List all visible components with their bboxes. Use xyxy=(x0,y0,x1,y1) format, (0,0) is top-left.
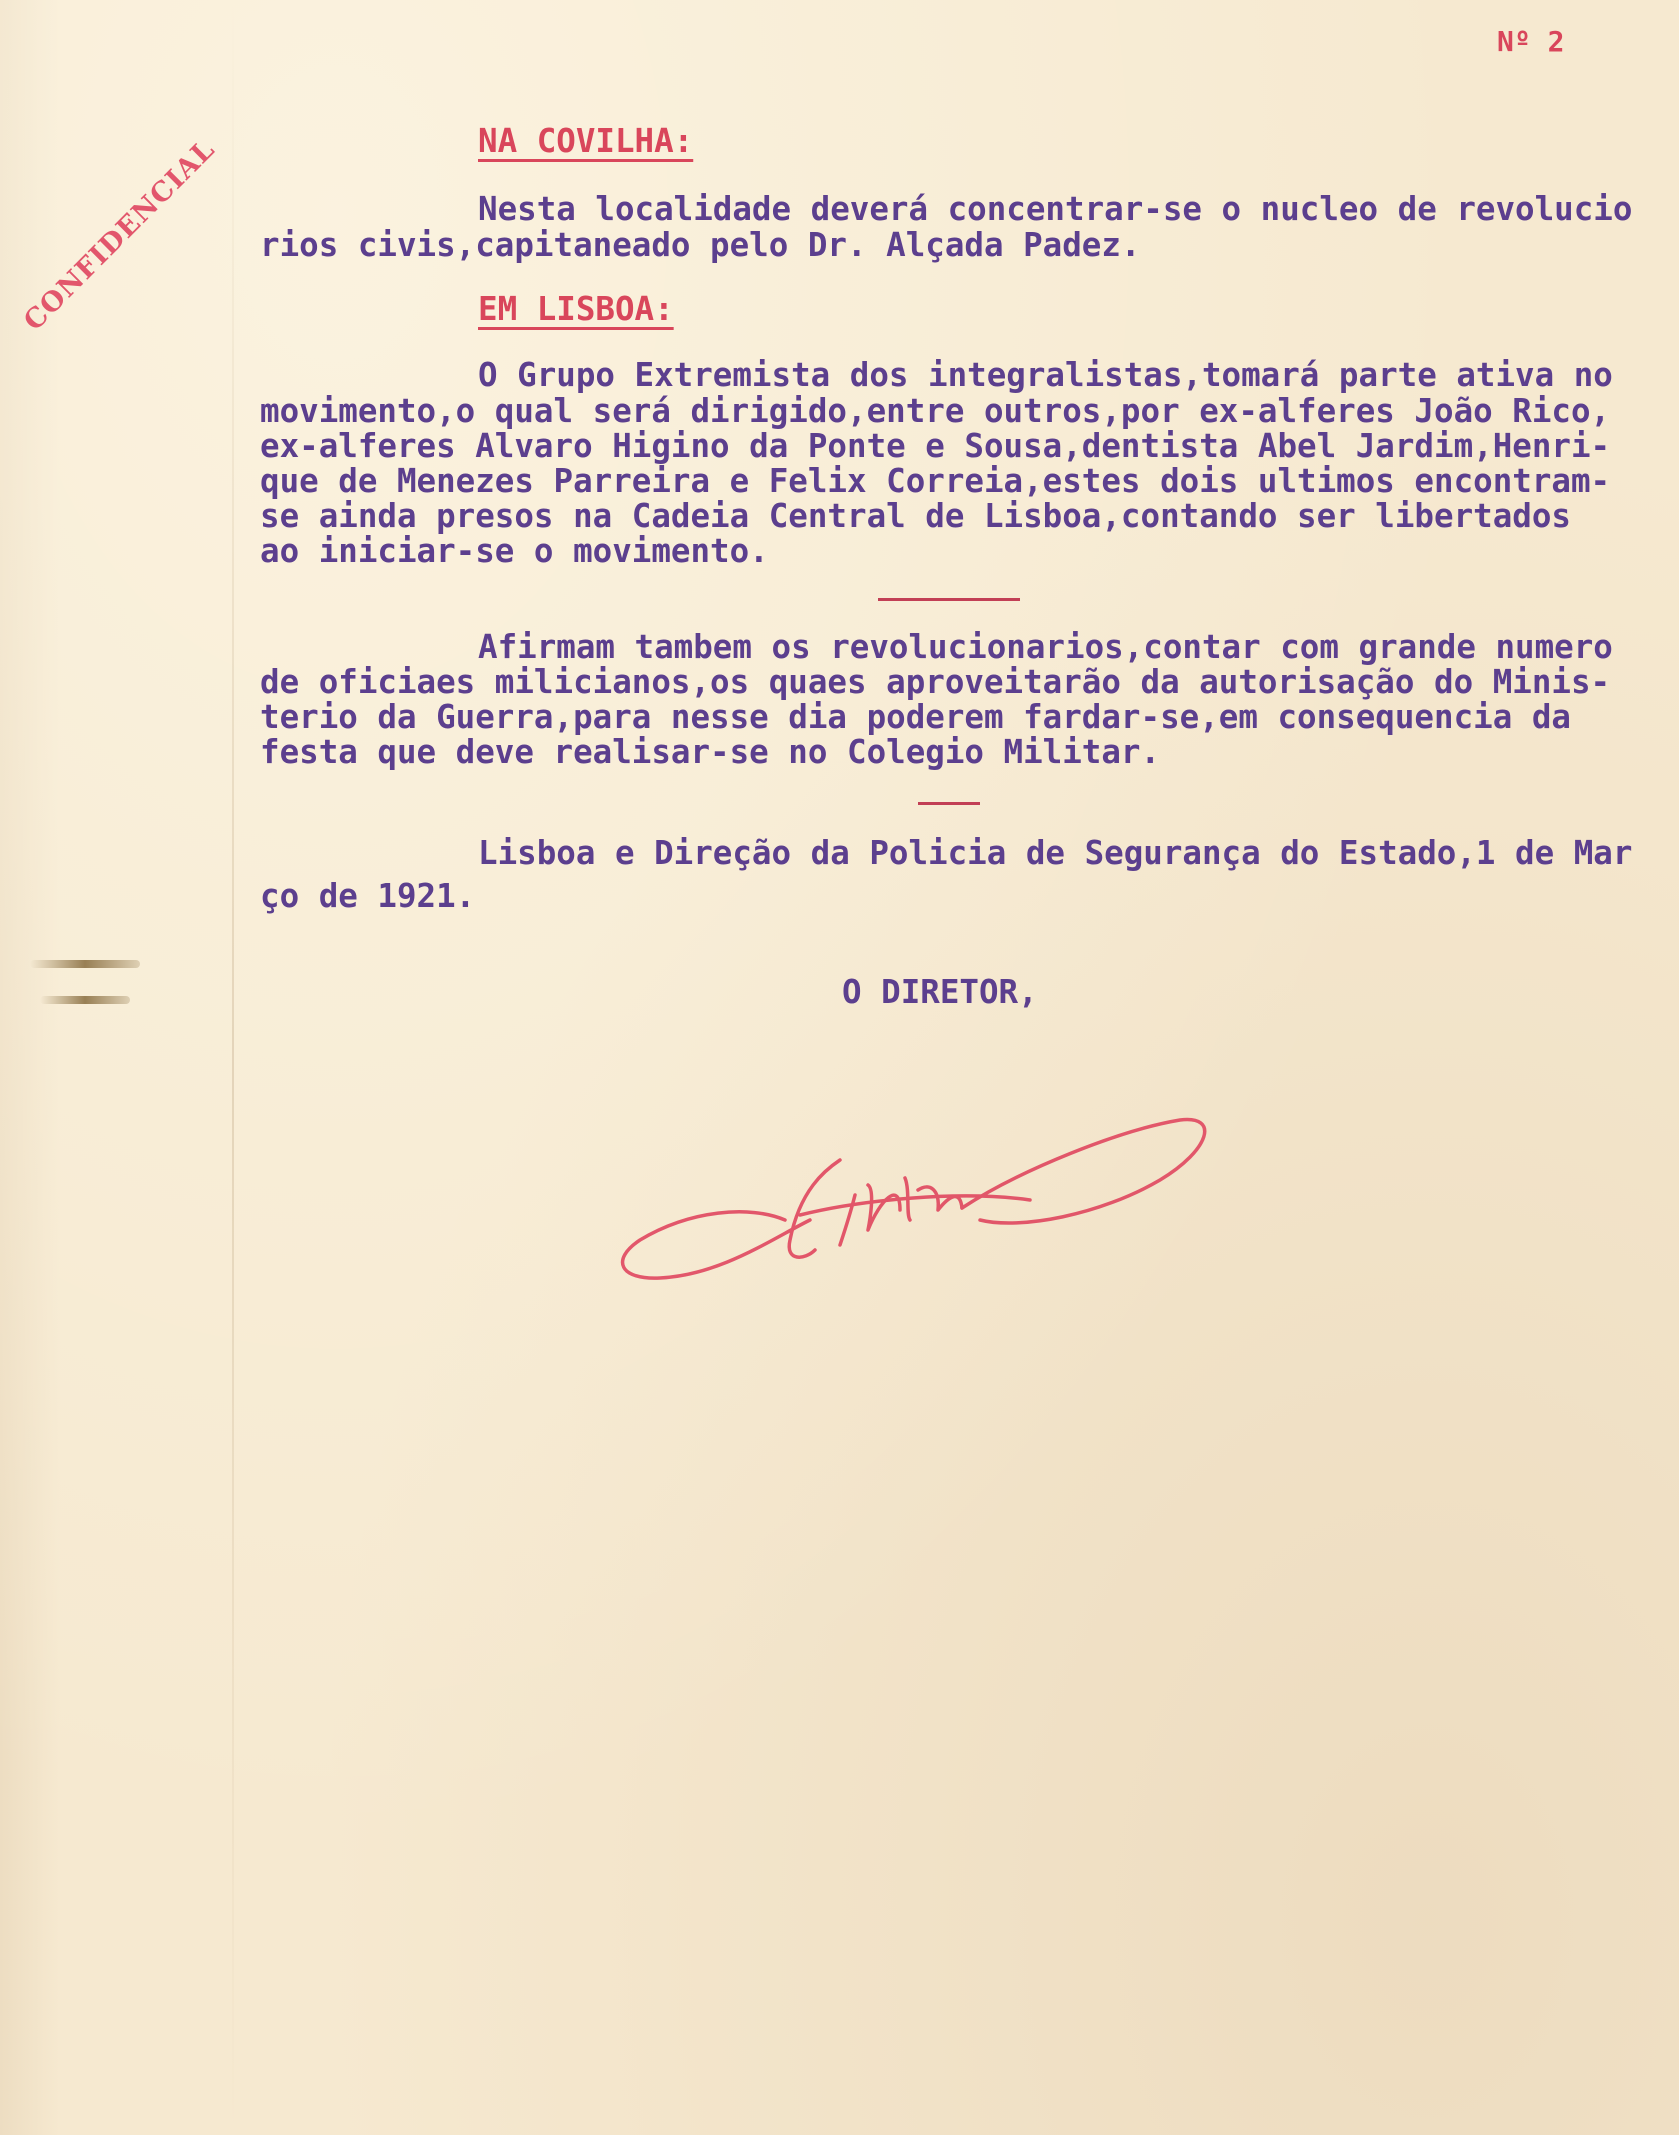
paragraph3-line-1: Afirmam tambem os revolucionarios,contar com grande numero xyxy=(478,628,1613,666)
heading-lisboa: EM LISBOA: xyxy=(478,290,674,328)
closing-line-2: ço de 1921. xyxy=(260,877,476,915)
paragraph3-line-2: de oficiaes milicianos,os quaes aproveitarão da autorisação do Minis- xyxy=(260,663,1611,701)
confidential-stamp: CONFIDENCIAL xyxy=(18,133,222,337)
signatory-title: O DIRETOR, xyxy=(842,973,1038,1011)
heading-covilha: NA COVILHA: xyxy=(478,122,694,160)
paragraph3-line-4: festa que deve realisar-se no Colegio Militar. xyxy=(260,733,1161,771)
lisboa-line-5: se ainda presos na Cadeia Central de Lisboa,contando ser libertados xyxy=(260,497,1571,535)
paper-fold-line xyxy=(232,0,234,2135)
covilha-line-2: rios civis,capitaneado pelo Dr. Alçada Padez. xyxy=(260,226,1141,264)
paper-clip-mark xyxy=(30,960,140,968)
lisboa-line-6: ao iniciar-se o movimento. xyxy=(260,532,769,570)
paragraph3-line-3: terio da Guerra,para nesse dia poderem fardar-se,em consequencia da xyxy=(260,698,1571,736)
document-number: Nº 2 xyxy=(1497,25,1565,58)
covilha-line-1: Nesta localidade deverá concentrar-se o nucleo de revolucio xyxy=(478,190,1633,228)
lisboa-line-3: ex-alferes Alvaro Higino da Ponte e Sousa,dentista Abel Jardim,Henri- xyxy=(260,427,1611,465)
section-divider-2 xyxy=(918,802,980,805)
director-signature xyxy=(600,1090,1220,1290)
section-divider-1 xyxy=(878,598,1020,601)
paper-clip-mark-lower xyxy=(40,996,130,1004)
lisboa-line-2: movimento,o qual será dirigido,entre outros,por ex-alferes João Rico, xyxy=(260,392,1611,430)
closing-line-1: Lisboa e Direção da Policia de Segurança do Estado,1 de Mar xyxy=(478,834,1633,872)
lisboa-line-4: que de Menezes Parreira e Felix Correia,estes dois ultimos encontram- xyxy=(260,462,1611,500)
lisboa-line-1: O Grupo Extremista dos integralistas,tomará parte ativa no xyxy=(478,356,1613,394)
